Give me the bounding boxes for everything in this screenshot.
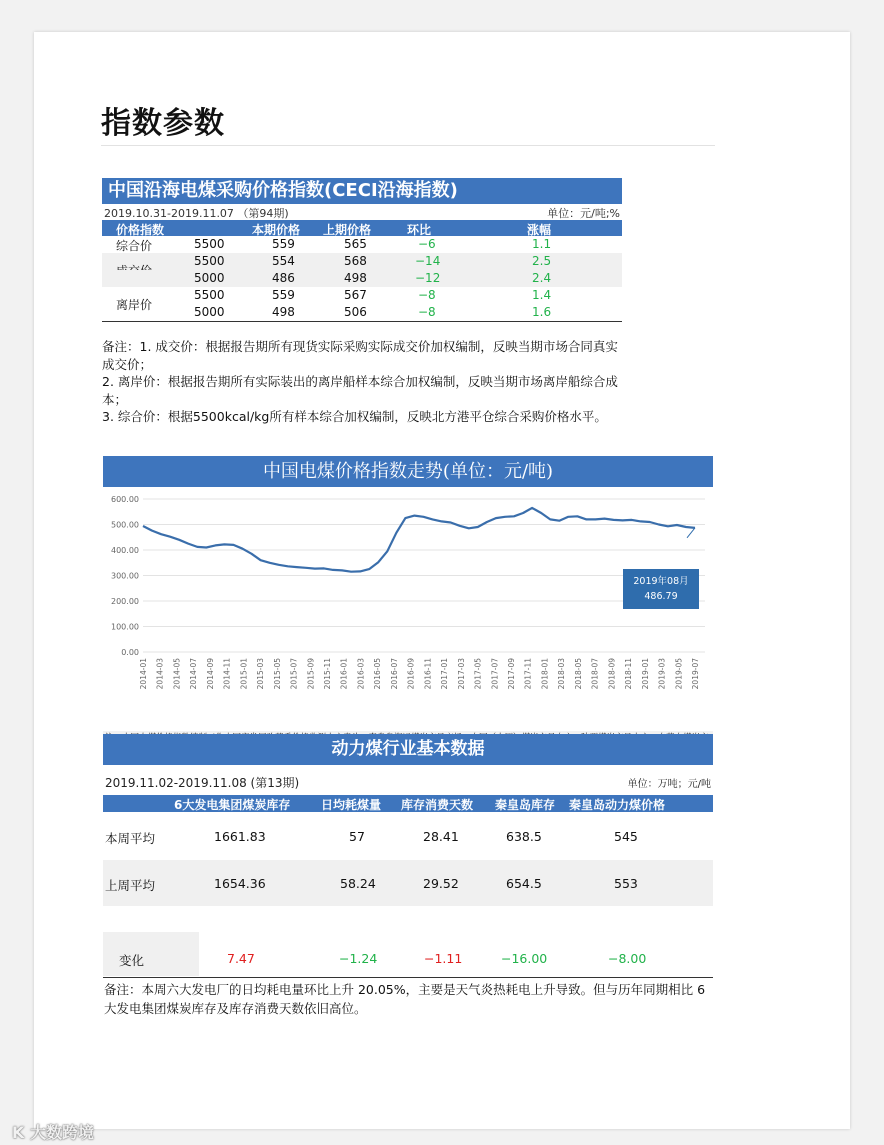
row-label: 变化 [119, 953, 145, 968]
row-label: 离岸价 [116, 298, 153, 312]
x-tick-label: 2017-05 [473, 658, 483, 690]
chart-plot [103, 487, 713, 730]
ceci-header-previous: 上期价格 [323, 223, 372, 237]
price-index-chart [103, 456, 713, 730]
row-change: 1.6 [532, 305, 552, 319]
x-tick-label: 2014-05 [172, 658, 182, 690]
thermal-table-title: 动力煤行业基本数据 [103, 734, 713, 765]
x-tick-label: 2018-05 [573, 658, 583, 690]
header-daily-burn: 日均耗煤量 [321, 798, 382, 812]
x-tick-label: 2019-05 [674, 658, 684, 690]
x-tick-label: 2019-03 [657, 658, 667, 690]
ceci-table-title: 中国沿海电煤采购价格指数(CECI沿海指数) [102, 178, 622, 204]
watermark [12, 1120, 94, 1143]
cell: 638.5 [506, 829, 542, 844]
row-mom: −12 [415, 271, 441, 285]
table-row [102, 304, 622, 321]
divider [101, 145, 715, 146]
header-qhd-stock: 秦皇岛库存 [495, 798, 556, 812]
ceci-header-index: 价格指数 [116, 223, 165, 237]
x-tick-label: 2016-03 [356, 658, 366, 690]
y-tick-label: 100.00 [111, 622, 139, 632]
chart-title: 中国电煤价格指数走势(单位：元/吨) [103, 456, 713, 487]
y-tick-label: 0.00 [121, 648, 139, 657]
ceci-subheader [102, 204, 622, 220]
table-row [103, 814, 713, 860]
y-tick-label: 500.00 [111, 520, 139, 530]
ceci-period: 2019.10.31-2019.11.07 （第94期) [104, 207, 289, 220]
row-mom: −14 [415, 254, 441, 268]
callout-value: 486.79 [644, 591, 678, 602]
x-tick-label: 2016-01 [339, 658, 349, 690]
x-tick-label: 2015-01 [239, 658, 249, 690]
watermark-text: 大数跨境 [29, 1123, 94, 1142]
cell: 545 [614, 829, 638, 844]
y-tick-label: 300.00 [111, 571, 139, 581]
row-label: 本周平均 [105, 831, 156, 846]
row-current: 559 [272, 237, 295, 251]
thermal-period: 2019.11.02-2019.11.08 (第13期) [105, 776, 300, 790]
cell: 7.47 [227, 951, 255, 966]
y-tick-label: 400.00 [111, 546, 139, 555]
page-title: 指数参数 [101, 106, 225, 141]
row-previous: 568 [344, 254, 367, 268]
x-tick-label: 2016-05 [373, 658, 383, 690]
x-tick-label: 2018-11 [624, 658, 634, 690]
header-qhd-price: 秦皇岛动力煤价格 [569, 798, 666, 812]
row-spec: 5000 [194, 271, 225, 285]
thermal-note: 备注：本周六大发电厂的日均耗电量环比上升 20.05%，主要是天气炎热耗电上升导致。但与历年同期相比 6 大发电集团煤炭库存及库存消费天数依旧高位。 [104, 982, 706, 1016]
thermal-subheader [103, 772, 713, 790]
x-tick-label: 2019-07 [691, 658, 700, 690]
x-tick-label: 2017-11 [523, 658, 533, 690]
note-line: 备注：1. 成交价：根据报告期所有现货实际采购实际成交价加权编制，反映当期市场合同真实成交价； [102, 339, 618, 372]
watermark-logo-icon: K [12, 1123, 25, 1142]
cell: −1.11 [424, 951, 463, 966]
row-change: 1.4 [532, 288, 552, 302]
row-mom: −6 [418, 237, 436, 251]
row-spec: 5500 [194, 288, 225, 302]
row-previous: 498 [344, 271, 367, 285]
x-tick-label: 2016-09 [406, 658, 416, 690]
header-stock-days: 库存消费天数 [401, 798, 474, 812]
x-tick-label: 2018-01 [540, 658, 550, 690]
cell: 1661.83 [214, 829, 266, 844]
ceci-header-mom: 环比 [407, 223, 432, 237]
x-tick-label: 2014-07 [189, 658, 199, 690]
row-change: 1.1 [532, 237, 552, 251]
header-plant-stock: 6大发电集团煤炭库存 [174, 798, 291, 812]
x-tick-label: 2017-09 [507, 658, 516, 690]
x-tick-label: 2015-07 [289, 658, 299, 690]
row-mom: −8 [418, 288, 436, 302]
x-tick-label: 2016-11 [423, 658, 433, 690]
thermal-bottom-rule [103, 977, 713, 978]
x-tick-label: 2015-09 [306, 658, 316, 690]
row-mom: −8 [418, 305, 436, 319]
row-label: 上周平均 [105, 878, 156, 893]
row-label: 综合价 [116, 239, 153, 253]
table-row [102, 253, 622, 270]
x-tick-label: 2016-07 [389, 658, 399, 690]
row-current: 559 [272, 288, 295, 302]
x-tick-label: 2014-09 [205, 658, 215, 690]
row-current: 554 [272, 254, 295, 268]
x-tick-label: 2019-01 [640, 658, 650, 690]
table-row [103, 932, 713, 976]
x-tick-label: 2018-09 [607, 658, 617, 690]
table-row [102, 236, 622, 253]
cell: 1654.36 [214, 876, 266, 891]
x-tick-label: 2014-03 [155, 658, 165, 690]
ceci-header-row [102, 220, 622, 236]
callout-date: 2019年08月 [633, 576, 689, 587]
table-row [103, 860, 713, 906]
note-line: 2. 离岸价：根据报告期所有实际装出的离岸船样本综合加权编制，反映当期市场离岸船综合成本； [102, 374, 618, 407]
x-tick-label: 2014-11 [222, 658, 232, 690]
cell: −16.00 [501, 951, 548, 966]
callout-box [623, 569, 699, 609]
x-tick-label: 2017-01 [440, 658, 450, 690]
row-change: 2.5 [532, 254, 552, 268]
x-tick-label: 2015-11 [323, 658, 332, 690]
x-tick-label: 2017-03 [456, 658, 466, 690]
series-line [143, 508, 695, 572]
x-tick-label: 2017-07 [490, 658, 500, 690]
row-spec: 5500 [194, 237, 225, 251]
cell: 553 [614, 876, 638, 891]
x-tick-label: 2018-03 [557, 658, 567, 690]
cell: 58.24 [340, 876, 376, 891]
callout-pointer [687, 528, 695, 538]
x-tick-label: 2015-05 [272, 658, 282, 690]
row-current: 486 [272, 271, 295, 285]
row-previous: 506 [344, 305, 367, 319]
ceci-table [102, 178, 622, 322]
thermal-header-row [103, 795, 713, 812]
ceci-bottom-rule [102, 321, 622, 322]
row-spec: 5500 [194, 254, 225, 268]
row-current: 498 [272, 305, 295, 319]
thermal-unit: 单位：万吨；元/吨 [627, 779, 711, 790]
row-change: 2.4 [532, 271, 552, 285]
x-tick-label: 2015-03 [256, 658, 266, 690]
y-tick-label: 200.00 [111, 597, 139, 606]
cell: 29.52 [423, 876, 459, 891]
row-previous: 567 [344, 288, 367, 302]
row-previous: 565 [344, 237, 367, 251]
cell: −8.00 [608, 951, 647, 966]
ceci-header-current: 本期价格 [252, 223, 301, 237]
row-spec: 5000 [194, 305, 225, 319]
y-tick-label: 600.00 [111, 495, 139, 504]
table-row [102, 270, 622, 287]
cell: 28.41 [423, 829, 459, 844]
note-line: 3. 综合价：根据5500kcal/kg所有样本综合加权编制，反映北方港平仓综合采购价格水平。 [102, 409, 607, 424]
ceci-header-change: 涨幅 [527, 223, 552, 237]
cell: −1.24 [339, 951, 378, 966]
ceci-notes [102, 338, 622, 426]
x-tick-label: 2014-01 [139, 658, 148, 690]
ceci-unit: 单位：元/吨;% [547, 207, 620, 220]
cell: 654.5 [506, 876, 542, 891]
cell: 57 [349, 829, 365, 844]
x-tick-label: 2018-07 [590, 658, 600, 690]
